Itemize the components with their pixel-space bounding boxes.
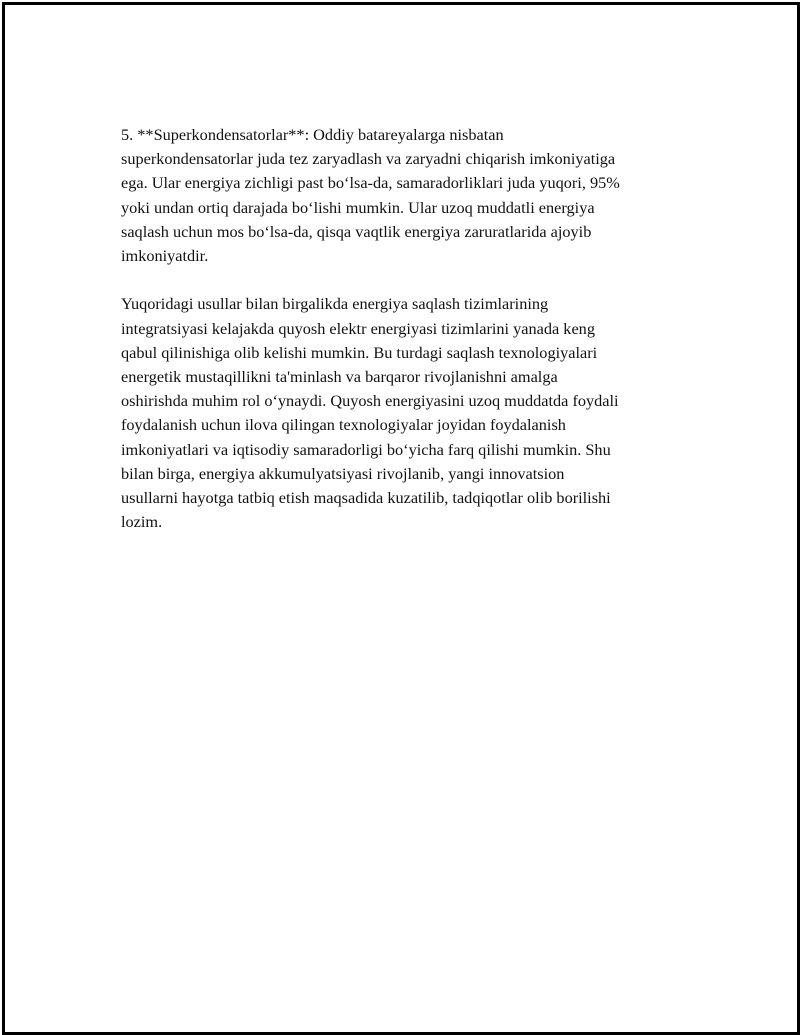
paragraph-integratsiya <box>121 292 693 534</box>
text-line: lozim. <box>121 512 163 532</box>
text-line: energetik mustaqillikni ta'minlash va barqaror rivojlanishni amalga <box>121 367 558 387</box>
text-line: superkondensatorlar juda tez zaryadlash va zaryadni chiqarish imkoniyatiga <box>121 149 616 169</box>
text-line: 5. **Superkondensatorlar**: Oddiy batareyalarga nisbatan <box>121 125 504 144</box>
text-line: saqlash uchun mos bo‘lsa-da, qisqa vaqtlik energiya zaruratlarida ajoyib <box>121 221 592 241</box>
paragraph-spacer <box>121 268 693 292</box>
text-line: usullarni hayotga tatbiq etish maqsadida kuzatilib, tadqiqotlar olib borilishi <box>121 488 611 508</box>
document-page <box>2 2 800 1035</box>
text-line: integratsiyasi kelajakda quyosh elektr energiyasi tizimlarini yanada keng <box>121 318 595 338</box>
text-line: ega. Ular energiya zichligi past bo‘lsa-da, samaradorliklari juda yuqori, 95% <box>121 173 620 193</box>
text-line: imkoniyatdir. <box>121 246 209 266</box>
text-line: imkoniyatlari va iqtisodiy samaradorligi bo‘yicha farq qilishi mumkin. Shu <box>121 439 611 459</box>
document-body <box>121 123 693 534</box>
text-line: oshirishda muhim rol o‘ynaydi. Quyosh energiyasini uzoq muddatda foydali <box>121 391 619 411</box>
text-line: Yuqoridagi usullar bilan birgalikda energiya saqlash tizimlarining <box>121 294 549 314</box>
text-line: qabul qilinishiga olib kelishi mumkin. Bu turdagi saqlash texnologiyalari <box>121 342 598 362</box>
text-line: bilan birga, energiya akkumulyatsiyasi rivojlanib, yangi innovatsion <box>121 463 565 483</box>
text-line: yoki undan ortiq darajada bo‘lishi mumkin. Ular uzoq muddatli energiya <box>121 197 595 217</box>
paragraph-superkondensatorlar <box>121 123 693 268</box>
text-line: foydalanish uchun ilova qilingan texnologiyalar joyidan foydalanish <box>121 415 566 435</box>
